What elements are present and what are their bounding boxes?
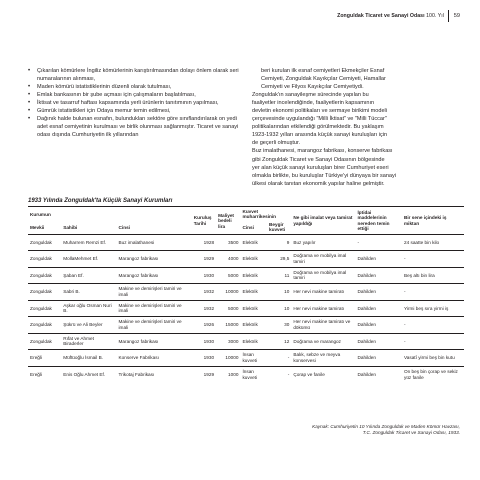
text-line: ülkesi olarak tanıtan ekonomik yapılar haline gelmiştir. xyxy=(252,180,385,187)
table-row xyxy=(28,333,464,350)
table-row xyxy=(28,300,464,317)
cell-mevkii: Zonguldak xyxy=(30,289,52,295)
cell-mevkii: Zonguldak xyxy=(30,322,52,328)
cell-bedel: 10000 xyxy=(225,355,239,361)
bullet-item: • Dağınık halde bulunan esnafın, bulundukları sektöre göre sınıflandırılarak on yedi adet esnaf cemiyetinin kurulması ve birlik olunması sağlanmıştır. Ticaret ve sanayi odası dışında Cumhuriyetin ilk yıllarından xyxy=(28,115,241,139)
cell-cinsi: Trikotaj Fabrikası xyxy=(118,371,155,377)
header-mevkii: Mevkii xyxy=(28,221,61,234)
cell-isci: 24 saatte bin kilo xyxy=(403,239,440,245)
cell-kurulus: 1932 xyxy=(203,289,215,295)
header-sahibi: Sahibi xyxy=(61,221,116,234)
table-title: 1933 Yılında Zonguldak'ta Küçük Sanayi Kurumları xyxy=(28,198,173,204)
cell-isci: Yirmi beş sıra yirmi iş xyxy=(403,305,449,311)
industry-table xyxy=(28,208,464,383)
bullet-item: • Emlak bankasının bir şube açması için çalışmaların başlatılması, xyxy=(28,91,241,99)
cell-mamul: Her nevi makine tamiratı ve dökümü xyxy=(293,319,351,330)
cell-kurulus: 1926 xyxy=(203,322,215,328)
header-kurumun: Kurumun xyxy=(30,211,51,217)
cell-kurulus: 1930 xyxy=(203,338,215,344)
cell-mamul: Doğrama ve marangoz xyxy=(293,338,342,344)
text-line: Cemiyeti, Zonguldak Kayıkçılar Cemiyeti, Hamallar xyxy=(261,76,386,83)
bullet-item: • Çıkarılan kömürlere İngiliz kömürlerinin karıştırılmasından dolayı önlem olarak seri numaralarının alınması, xyxy=(28,67,241,83)
cell-kuvvet-cinsi: Elektrik xyxy=(242,322,258,328)
text-line: politikalarından etkilendiği görülmektedir. Bu yaklaşım xyxy=(252,124,384,131)
cell-cinsi: Buz imalathanesi xyxy=(118,239,155,245)
cell-iptidai: Dahilden xyxy=(357,256,377,262)
cell-kuvvet-cinsi: Elektrik xyxy=(242,289,258,295)
cell-mamul: Buz yapılır xyxy=(293,239,316,245)
text-line: de geçerli olmuştur. xyxy=(252,140,301,147)
cell-bedel: 1000 xyxy=(228,371,239,377)
text-line: Zonguldak'ın sanayileşme sürecinde yapılan bu xyxy=(252,92,369,99)
table-row xyxy=(28,366,464,383)
cell-kuvvet-cinsi: Elektrik xyxy=(242,338,258,344)
cell-bedel: 3000 xyxy=(228,338,239,344)
cell-kurulus: 1929 xyxy=(203,256,215,262)
running-title-text: Zonguldak Ticaret ve Sanayi Odası xyxy=(337,13,425,19)
cell-mamul: Çorap ve fanile xyxy=(293,371,325,377)
cell-kurulus: 1932 xyxy=(203,305,215,311)
cell-bedel: 3500 xyxy=(228,239,239,245)
header-kuvvet-cinsi: Cinsi xyxy=(240,221,267,234)
left-text-column xyxy=(28,67,241,139)
cell-beygir: 30 xyxy=(284,322,290,328)
cell-mevkii: Zonguldak xyxy=(30,272,52,278)
cell-beygir: 29,5 xyxy=(280,256,290,262)
cell-isci: - xyxy=(403,256,406,262)
cell-iptidai: Dahilden xyxy=(357,355,377,361)
cell-sahibi: Rıfat ve Ahmet Biraderler xyxy=(63,335,94,347)
cell-kuvvet-cinsi: Elektrik xyxy=(242,272,258,278)
cell-kurulus: 1930 xyxy=(203,272,215,278)
cell-mevkii: Zonguldak xyxy=(30,256,52,262)
page-header xyxy=(0,8,480,28)
text-line: gibi Zonguldak Ticaret ve Sanayi Odasının bölgesinde xyxy=(252,156,385,163)
cell-beygir: 12 xyxy=(284,338,290,344)
cell-mevkii: Zonguldak xyxy=(30,305,52,311)
header-cinsi: Cinsi xyxy=(117,221,192,234)
cell-sahibi: Sabri B. xyxy=(63,289,80,295)
text-line: 1923-1932 yılları arasında küçük sanayi kuruluşları için xyxy=(252,132,388,139)
cell-cinsi: Marangoz fabrikası xyxy=(118,256,159,262)
source-line: Kaynak: Cumhuriyetin 10 Yılında Zonguldak ve Maden Kömür Havzası, xyxy=(312,424,460,429)
cell-sahibi: Şaban Ef. xyxy=(63,272,84,278)
page-number: 59 xyxy=(453,13,460,19)
source-line: T.C. Zonguldak Ticaret ve Sanayi Odası, 1933. xyxy=(362,430,460,436)
cell-sahibi: Müftüoğlu İsmail B. xyxy=(63,355,104,361)
text-line: devletin ekonomi politikaları ve sermaye birikimi modeli xyxy=(252,108,388,115)
right-text-column xyxy=(252,67,464,188)
cell-kuvvet-cinsi: Elektrik xyxy=(242,305,258,311)
cell-beygir: - xyxy=(287,371,290,377)
text-line: faaliyetler incelendiğinde, faaliyetlerin kapsamının xyxy=(252,100,375,107)
cell-isci: On beş bin çorap ve sekiz yüz fanile xyxy=(403,369,458,380)
cell-cinsi: Makine ve demirişleri tamiri ve imali xyxy=(118,319,182,330)
running-title xyxy=(337,13,444,19)
cell-mamul: Her nevi makine tamiratı xyxy=(293,305,345,311)
cell-beygir: 11 xyxy=(284,272,290,278)
cell-iptidai: Dahilden xyxy=(357,305,377,311)
cell-beygir: 10 xyxy=(284,305,290,311)
cell-isci: Beş altı bin lira xyxy=(403,272,435,278)
table-source-note xyxy=(312,424,460,437)
table-top-rule xyxy=(28,206,464,207)
cell-iptidai: Dahilden xyxy=(357,272,377,278)
header-divider xyxy=(448,10,449,22)
bullet-item: • İktisat ve tasarruf haftası kapsamında yerli ürünlerin tanıtımının yapılması, xyxy=(28,99,241,107)
header-kurulus-tarihi: Kuruluş Tarihi xyxy=(193,215,212,226)
cell-kurulus: 1930 xyxy=(203,355,215,361)
cell-cinsi: Marangoz fabrikası xyxy=(118,338,159,344)
cell-isci: - xyxy=(403,289,406,295)
text-line: Buz imalathanesi, marangoz fabrikası, konserve fabrikası xyxy=(252,148,393,155)
cell-bedel: 5000 xyxy=(228,272,239,278)
table-row xyxy=(28,317,464,334)
cell-mamul: Balık, sebze ve meyva konservesi xyxy=(293,352,341,363)
cell-cinsi: Makine ve demirişleri tamiri ve imali xyxy=(118,286,182,297)
cell-iptidai: - xyxy=(357,239,360,245)
cell-iptidai: Dahilden xyxy=(357,289,377,295)
cell-kuvvet-cinsi: Elektrik xyxy=(242,239,258,245)
cell-isci: Vasatî yirmi beş bin kutu xyxy=(403,355,455,361)
cell-cinsi: Makine ve demirişleri tamiri ve imali xyxy=(118,302,182,314)
cell-sahibi: Şükrü ve Ali Beyler xyxy=(63,322,103,328)
cell-beygir: 9 xyxy=(286,239,290,245)
cell-bedel: 4000 xyxy=(228,256,239,262)
cell-kurulus: 1929 xyxy=(203,371,215,377)
cell-cinsi: Konserve Fabrikası xyxy=(118,355,159,361)
cell-beygir: - xyxy=(287,355,290,361)
cell-cinsi: Marangoz fabrikası xyxy=(118,272,159,278)
cell-sahibi: Enis Oğlu Ahmet Ef. xyxy=(63,371,106,377)
cell-isci: - xyxy=(403,338,406,344)
text-line: beri kurulan ilk esnaf cemiyetleri Ekmekçiler Esnaf xyxy=(261,68,385,74)
table-row xyxy=(28,284,464,301)
cell-sahibi: Muharrem Remzi Ef. xyxy=(63,239,107,245)
header-maliyet: Maliyet bedeli lira xyxy=(218,212,234,229)
bullet-list xyxy=(28,67,241,139)
cell-kuvvet-cinsi: İnsan kuvveti xyxy=(242,369,258,380)
cell-mamul: Her nevi makine tamiratı xyxy=(293,289,345,295)
cell-mevkii: Zonguldak xyxy=(30,239,52,245)
header-beygir: Beygir kuvveti xyxy=(267,221,291,234)
cell-sahibi: MollaMehmet Ef. xyxy=(63,256,99,262)
table-row xyxy=(28,267,464,284)
header-mamul: Ne gibi imalat veya tamirat yapıldığı xyxy=(293,215,353,226)
cell-iptidai: Dahilden xyxy=(357,338,377,344)
cell-bedel: 15000 xyxy=(225,322,239,328)
running-title-year: 100. Yıl xyxy=(426,13,444,19)
table-row xyxy=(28,251,464,268)
cell-beygir: 10 xyxy=(284,289,290,295)
header-isci: Bir sene içindeki iş miktarı xyxy=(403,215,447,226)
bullet-item: • Maden kömürü istatistiklerinin düzenli olarak tutulması, xyxy=(28,83,241,91)
text-line: olmakla birlikte, bu kuruluşlar Türkiye'yi dünyaya bir sanayi xyxy=(252,172,397,179)
cell-mevkii: Zonguldak xyxy=(30,338,52,344)
table-row xyxy=(28,350,464,367)
text-line: yer alan küçük sanayi kuruluşları birer Cumhuriyet eseri xyxy=(252,164,389,171)
table-row xyxy=(28,234,464,251)
cell-kuvvet-cinsi: İnsan kuvveti xyxy=(242,352,258,363)
cell-sahibi: Aşkar oğlu Osman Nuri B. xyxy=(63,302,112,314)
cell-kuvvet-cinsi: Elektrik xyxy=(242,256,258,262)
cell-mevkii: Ereğli xyxy=(30,355,42,361)
cell-bedel: 10000 xyxy=(225,289,239,295)
cell-bedel: 5000 xyxy=(228,305,239,311)
cell-mamul: Doğrama ve mobilya imal tamiri xyxy=(293,269,347,281)
cell-kurulus: 1928 xyxy=(203,239,215,245)
text-line: çerçevesinde uygulandığı "Milli İktisat" ve "Milli Tüccar" xyxy=(252,116,387,123)
cell-mamul: Doğrama ve mobilya imal tamiri xyxy=(293,253,347,264)
bullet-item: • Gümrük istatistikleri için Odaya memur temin edilmesi, xyxy=(28,107,241,115)
cell-iptidai: Dahilden xyxy=(357,322,377,328)
header-iptidai: İptidai maddelerinin nereden temin ettiği xyxy=(357,210,390,232)
header-kuvvet: Kuvvet muharrikesinin xyxy=(242,209,277,220)
cell-isci: - xyxy=(403,322,406,328)
cell-iptidai: Dahilden xyxy=(357,371,377,377)
text-line: Cemiyeti ve Filyos Kayıkçılar Cemiyetiydi. xyxy=(261,84,364,91)
cell-mevkii: Ereğli xyxy=(30,371,42,377)
